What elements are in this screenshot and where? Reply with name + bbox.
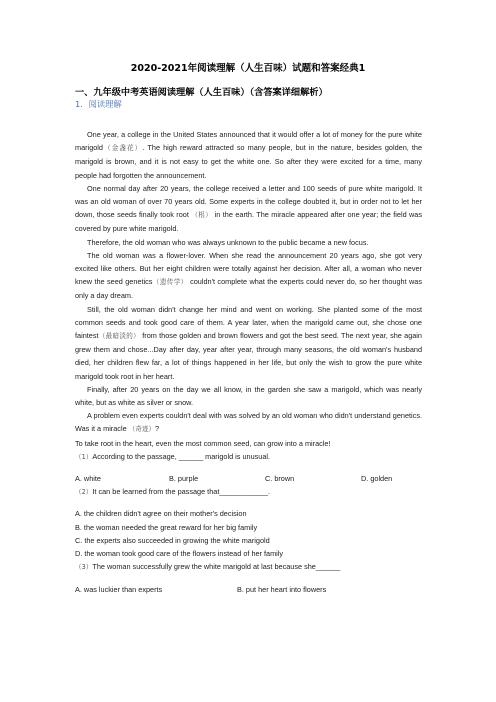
option-3a: A. was luckier than experts xyxy=(75,584,163,594)
gloss-miracle: （奇迹） xyxy=(128,425,156,434)
option-1a: A. white xyxy=(75,474,101,484)
paragraph-4: The old woman was a flower-lover. When she read the announcement 20 years ago, she got very excited like others. But her eight children were totally against her decision. After all, a woman who never knew the seed genetics（遗传学） couldn't complete what the experts could never do, so her thought was only a day dream. xyxy=(75,250,423,301)
paragraph-1: One year, a college in the United States announced that it would offer a lot of money for the pure white marigold（金盏花）. The high reward attracted so many people, but in the nature, besides golden, the marigold is brown, and it is not easy to get the white one. So after they were excited for a time, many people had forgotten the announcement. xyxy=(75,130,423,180)
paragraph-2: One normal day after 20 years, the college received a letter and 100 seeds of pure white marigold. It was an old woman of over 70 years old. Some experts in the college doubted it, but in order not to let her down, those seeds finally took root （根） in the earth. The miracle appeared after one year; the field was covered by pure white marigold. xyxy=(75,183,423,234)
gloss-faintest: （最暗淡的） xyxy=(98,332,140,341)
question-3-options xyxy=(75,583,422,596)
gloss-root: （根） xyxy=(191,211,213,220)
paragraph-6: Finally, after 20 years on the day we all know, in the garden she saw a marigold, which was nearly white, but as white as silver or snow. xyxy=(75,384,422,408)
document-title: 2020-2021年阅读理解（人生百味）试题和答案经典1 xyxy=(130,63,366,74)
option-2a: A. the children didn't agree on their mother's decision xyxy=(75,509,247,519)
question-heading: 1．阅读理解 xyxy=(75,99,122,109)
paragraph-5: Still, the old woman didn't change her mind and went on working. She planted some of the most common seeds and took good care of them. A year later, when the marigold came out, she chose one faintest（最暗淡的） from those golden and brown flowers and got the best seed. The next year, she again grew them and chose...Day after day, year after year, through many seasons, the old woman's husband died, her children flew far, a lot of things happened in her life, but only the wish to grow the pure white marigold took root in her heart. xyxy=(75,304,422,381)
option-1b: B. purple xyxy=(169,474,199,484)
option-2c: C. the experts also succeeded in growing the white marigold xyxy=(75,535,270,545)
paragraph-7: A problem even experts couldn't deal with was solved by an old woman who didn't understand genetics. Was it a miracle （奇迹）? xyxy=(75,411,422,434)
option-2d: D. the woman took good care of the flowers instead of her family xyxy=(75,549,284,559)
section-heading: 一、九年级中考英语阅读理解（人生百味）（含答案详细解析） xyxy=(75,87,328,98)
paragraph-8: To take root in the heart, even the most common seed, can grow into a miracle! xyxy=(75,438,331,448)
gloss-genetics: （遗传学） xyxy=(152,278,188,287)
option-1d: D. golden xyxy=(361,474,393,484)
option-3b: B. put her heart into flowers xyxy=(237,584,327,594)
question-1: （1）According to the passage, ______ marigold is unusual. xyxy=(75,451,271,461)
option-1c: C. brown xyxy=(265,474,295,484)
paragraph-3: Therefore, the old woman who was always unknown to the public became a new focus. xyxy=(87,237,369,247)
gloss-marigold: （金盏花） xyxy=(102,144,143,153)
reading-passage xyxy=(75,128,422,596)
question-1-options xyxy=(75,472,422,485)
question-3: （3）The woman successfully grew the white marigold at last because she______ xyxy=(75,562,341,572)
question-2: （2）It can be learned from the passage that____________. xyxy=(75,487,271,497)
option-2b: B. the woman needed the great reward for her big family xyxy=(75,522,258,532)
